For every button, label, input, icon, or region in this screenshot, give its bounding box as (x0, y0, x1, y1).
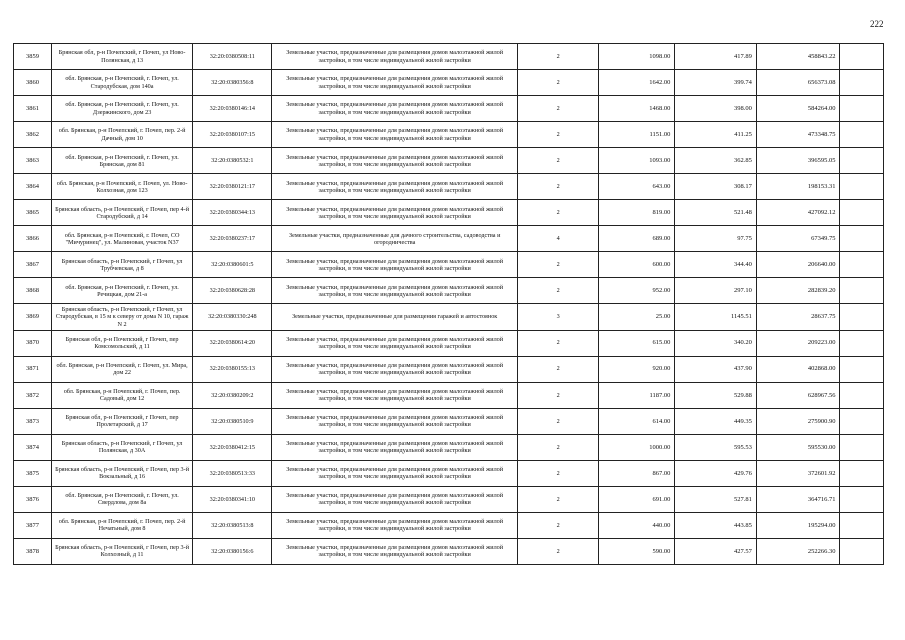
specific-value-cell: 417.89 (675, 44, 756, 70)
empty-cell (840, 174, 884, 200)
cadastral-number-cell: 32:20:0380107:15 (193, 122, 272, 148)
group-cell: 2 (517, 252, 598, 278)
empty-cell (840, 434, 884, 460)
specific-value-cell: 344.40 (675, 252, 756, 278)
land-use-cell: Земельные участки, предназначенные для размещения домов малоэтажной жилой застройки, в том числе индивидуальной жилой застройки (272, 408, 517, 434)
land-use-cell: Земельные участки, предназначенные для размещения домов малоэтажной жилой застройки, в том числе индивидуальной жилой застройки (272, 486, 517, 512)
address-cell: обл. Брянская, р-н Почепский, г. Почеп, ул. Речицкая, дом 21-а (52, 278, 193, 304)
specific-value-cell: 595.53 (675, 434, 756, 460)
area-cell: 920.00 (599, 356, 675, 382)
table-row (14, 200, 884, 226)
land-use-cell: Земельные участки, предназначенные для размещения домов малоэтажной жилой застройки, в том числе индивидуальной жилой застройки (272, 174, 517, 200)
group-cell: 2 (517, 408, 598, 434)
row-number-cell: 3859 (14, 44, 52, 70)
cadastral-number-cell: 32:20:0380614:20 (193, 330, 272, 356)
empty-cell (840, 304, 884, 330)
land-use-cell: Земельные участки, предназначенные для размещения домов малоэтажной жилой застройки, в том числе индивидуальной жилой застройки (272, 460, 517, 486)
table-row (14, 122, 884, 148)
group-cell: 4 (517, 226, 598, 252)
empty-cell (840, 148, 884, 174)
specific-value-cell: 429.76 (675, 460, 756, 486)
area-cell: 440.00 (599, 512, 675, 538)
empty-cell (840, 356, 884, 382)
address-cell: Брянская область, р-н Почепский, г Почеп, пер 3-й Вокзальный, д 16 (52, 460, 193, 486)
specific-value-cell: 529.88 (675, 382, 756, 408)
land-use-cell: Земельные участки, предназначенные для размещения домов малоэтажной жилой застройки, в том числе индивидуальной жилой застройки (272, 382, 517, 408)
land-use-cell: Земельные участки, предназначенные для размещения домов малоэтажной жилой застройки, в том числе индивидуальной жилой застройки (272, 538, 517, 564)
specific-value-cell: 443.85 (675, 512, 756, 538)
empty-cell (840, 44, 884, 70)
specific-value-cell: 308.17 (675, 174, 756, 200)
table-row (14, 278, 884, 304)
cadastral-value-cell: 427092.12 (756, 200, 840, 226)
cadastral-number-cell: 32:20:0380508:11 (193, 44, 272, 70)
cadastral-value-cell: 67349.75 (756, 226, 840, 252)
specific-value-cell: 340.20 (675, 330, 756, 356)
address-cell: Брянская обл, р-н Почепский, г Почеп, ул Ново-Полянская, д 13 (52, 44, 193, 70)
group-cell: 2 (517, 278, 598, 304)
empty-cell (840, 252, 884, 278)
area-cell: 691.00 (599, 486, 675, 512)
table-row (14, 174, 884, 200)
table-row (14, 486, 884, 512)
specific-value-cell: 97.75 (675, 226, 756, 252)
cadastral-number-cell: 32:20:0380344:13 (193, 200, 272, 226)
empty-cell (840, 408, 884, 434)
row-number-cell: 3860 (14, 70, 52, 96)
area-cell: 1093.00 (599, 148, 675, 174)
empty-cell (840, 538, 884, 564)
empty-cell (840, 200, 884, 226)
land-use-cell: Земельные участки, предназначенные для размещения домов малоэтажной жилой застройки, в том числе индивидуальной жилой застройки (272, 200, 517, 226)
cadastral-number-cell: 32:20:0380601:5 (193, 252, 272, 278)
area-cell: 1098.00 (599, 44, 675, 70)
table-row (14, 96, 884, 122)
group-cell: 2 (517, 200, 598, 226)
cadastral-value-table (13, 43, 884, 565)
address-cell: обл. Брянская, р-н Почепский, г. Почеп, пер. Садовый, дом 12 (52, 382, 193, 408)
cadastral-number-cell: 32:20:0380237:17 (193, 226, 272, 252)
land-use-cell: Земельные участки, предназначенные для дачного строительства, садоводства и огородничества (272, 226, 517, 252)
row-number-cell: 3875 (14, 460, 52, 486)
cadastral-value-cell: 252266.30 (756, 538, 840, 564)
empty-cell (840, 330, 884, 356)
address-cell: обл. Брянская, р-н Почепский, г. Почеп, ул. Брянская, дом 81 (52, 148, 193, 174)
address-cell: обл. Брянская, р-н Почепский, г. Почеп, ул. Свердлова, дом 8а (52, 486, 193, 512)
cadastral-value-cell: 628967.56 (756, 382, 840, 408)
row-number-cell: 3874 (14, 434, 52, 460)
row-number-cell: 3876 (14, 486, 52, 512)
specific-value-cell: 411.25 (675, 122, 756, 148)
row-number-cell: 3877 (14, 512, 52, 538)
land-use-cell: Земельные участки, предназначенные для размещения домов малоэтажной жилой застройки, в том числе индивидуальной жилой застройки (272, 122, 517, 148)
cadastral-value-cell: 473348.75 (756, 122, 840, 148)
address-cell: обл. Брянская, р-н Почепский, г. Почеп, СО "Мичуринец", ул. Малиновая, участок N37 (52, 226, 193, 252)
specific-value-cell: 449.35 (675, 408, 756, 434)
area-cell: 1468.00 (599, 96, 675, 122)
table-row (14, 382, 884, 408)
cadastral-number-cell: 32:20:0380513:8 (193, 512, 272, 538)
table-row (14, 70, 884, 96)
address-cell: Брянская обл, р-н Почепский, г Почеп, пер Комсомольский, д 11 (52, 330, 193, 356)
cadastral-value-cell: 584264.00 (756, 96, 840, 122)
cadastral-number-cell: 32:20:0380209:2 (193, 382, 272, 408)
cadastral-number-cell: 32:20:0380156:6 (193, 538, 272, 564)
group-cell: 2 (517, 382, 598, 408)
row-number-cell: 3870 (14, 330, 52, 356)
row-number-cell: 3872 (14, 382, 52, 408)
empty-cell (840, 278, 884, 304)
row-number-cell: 3864 (14, 174, 52, 200)
area-cell: 1151.00 (599, 122, 675, 148)
address-cell: обл. Брянская, р-н Почепский, г. Почеп, ул. Ново-Колхозная, дом 123 (52, 174, 193, 200)
land-use-cell: Земельные участки, предназначенные для размещения домов малоэтажной жилой застройки, в том числе индивидуальной жилой застройки (272, 96, 517, 122)
area-cell: 1000.00 (599, 434, 675, 460)
group-cell: 2 (517, 538, 598, 564)
table-row (14, 330, 884, 356)
address-cell: обл. Брянская, р-н Почепский, г. Почеп, ул. Мира, дом 22 (52, 356, 193, 382)
empty-cell (840, 460, 884, 486)
cadastral-value-cell: 396595.05 (756, 148, 840, 174)
land-use-cell: Земельные участки, предназначенные для размещения домов малоэтажной жилой застройки, в том числе индивидуальной жилой застройки (272, 148, 517, 174)
row-number-cell: 3873 (14, 408, 52, 434)
cadastral-number-cell: 32:20:0380356:8 (193, 70, 272, 96)
area-cell: 1642.00 (599, 70, 675, 96)
cadastral-number-cell: 32:20:0380330:248 (193, 304, 272, 330)
cadastral-value-cell: 195294.00 (756, 512, 840, 538)
land-use-cell: Земельные участки, предназначенные для размещения домов малоэтажной жилой застройки, в том числе индивидуальной жилой застройки (272, 330, 517, 356)
table-row (14, 538, 884, 564)
table-row (14, 252, 884, 278)
row-number-cell: 3869 (14, 304, 52, 330)
cadastral-number-cell: 32:20:0380532:1 (193, 148, 272, 174)
cadastral-value-cell: 402868.00 (756, 356, 840, 382)
area-cell: 25.00 (599, 304, 675, 330)
group-cell: 2 (517, 356, 598, 382)
cadastral-number-cell: 32:20:0380628:28 (193, 278, 272, 304)
row-number-cell: 3866 (14, 226, 52, 252)
address-cell: Брянская область, р-н Почепский, г Почеп, пер 4-й Стародубский, д 14 (52, 200, 193, 226)
address-cell: обл. Брянская, р-н Почепский, г. Почеп, пер. 2-й Дачный, дом 10 (52, 122, 193, 148)
table-row (14, 148, 884, 174)
area-cell: 614.00 (599, 408, 675, 434)
empty-cell (840, 96, 884, 122)
land-use-cell: Земельные участки, предназначенные для размещения домов малоэтажной жилой застройки, в том числе индивидуальной жилой застройки (272, 356, 517, 382)
address-cell: Брянская область, р-н Почепский, г Почеп, ул Стародубская, в 15 м к северу от дома N 10, гараж N 2 (52, 304, 193, 330)
group-cell: 2 (517, 148, 598, 174)
table-row (14, 408, 884, 434)
table-row (14, 434, 884, 460)
page-number: 222 (870, 19, 884, 29)
land-use-cell: Земельные участки, предназначенные для размещения домов малоэтажной жилой застройки, в том числе индивидуальной жилой застройки (272, 70, 517, 96)
address-cell: Брянская область, р-н Почепский, г Почеп, ул Трубчевская, д 8 (52, 252, 193, 278)
empty-cell (840, 122, 884, 148)
area-cell: 867.00 (599, 460, 675, 486)
cadastral-value-cell: 198153.31 (756, 174, 840, 200)
address-cell: обл. Брянская, р-н Почепский, г. Почеп, ул. Стародубская, дом 140а (52, 70, 193, 96)
specific-value-cell: 527.81 (675, 486, 756, 512)
table-row (14, 44, 884, 70)
land-use-cell: Земельные участки, предназначенные для размещения домов малоэтажной жилой застройки, в том числе индивидуальной жилой застройки (272, 278, 517, 304)
table-body (14, 44, 884, 565)
table-row (14, 226, 884, 252)
specific-value-cell: 398.00 (675, 96, 756, 122)
area-cell: 819.00 (599, 200, 675, 226)
cadastral-number-cell: 32:20:0380155:13 (193, 356, 272, 382)
specific-value-cell: 427.57 (675, 538, 756, 564)
address-cell: Брянская область, р-н Почепский, г Почеп, пер 3-й Колхозный, д 11 (52, 538, 193, 564)
cadastral-number-cell: 32:20:0380412:15 (193, 434, 272, 460)
specific-value-cell: 437.90 (675, 356, 756, 382)
cadastral-value-cell: 275900.90 (756, 408, 840, 434)
specific-value-cell: 297.10 (675, 278, 756, 304)
row-number-cell: 3871 (14, 356, 52, 382)
cadastral-value-cell: 206640.00 (756, 252, 840, 278)
empty-cell (840, 486, 884, 512)
cadastral-number-cell: 32:20:0380121:17 (193, 174, 272, 200)
cadastral-number-cell: 32:20:0380146:14 (193, 96, 272, 122)
cadastral-value-cell: 209223.00 (756, 330, 840, 356)
group-cell: 2 (517, 44, 598, 70)
land-use-cell: Земельные участки, предназначенные для размещения домов малоэтажной жилой застройки, в том числе индивидуальной жилой застройки (272, 434, 517, 460)
row-number-cell: 3862 (14, 122, 52, 148)
area-cell: 590.00 (599, 538, 675, 564)
cadastral-number-cell: 32:20:0380510:9 (193, 408, 272, 434)
group-cell: 2 (517, 512, 598, 538)
cadastral-value-cell: 282839.20 (756, 278, 840, 304)
group-cell: 2 (517, 96, 598, 122)
table-row (14, 304, 884, 330)
cadastral-value-cell: 458843.22 (756, 44, 840, 70)
group-cell: 2 (517, 174, 598, 200)
cadastral-value-cell: 28637.75 (756, 304, 840, 330)
address-cell: обл. Брянская, р-н Почепский, г. Почеп, пер. 2-й Нечатьный, дом 8 (52, 512, 193, 538)
group-cell: 2 (517, 434, 598, 460)
row-number-cell: 3878 (14, 538, 52, 564)
row-number-cell: 3867 (14, 252, 52, 278)
specific-value-cell: 521.48 (675, 200, 756, 226)
row-number-cell: 3861 (14, 96, 52, 122)
group-cell: 2 (517, 122, 598, 148)
empty-cell (840, 70, 884, 96)
area-cell: 615.00 (599, 330, 675, 356)
empty-cell (840, 226, 884, 252)
cadastral-value-cell: 372601.92 (756, 460, 840, 486)
group-cell: 2 (517, 70, 598, 96)
land-use-cell: Земельные участки, предназначенные для размещения домов малоэтажной жилой застройки, в том числе индивидуальной жилой застройки (272, 512, 517, 538)
area-cell: 952.00 (599, 278, 675, 304)
address-cell: обл. Брянская, р-н Почепский, г. Почеп, ул. Дзержинского, дом 23 (52, 96, 193, 122)
land-use-cell: Земельные участки, предназначенные для размещения домов малоэтажной жилой застройки, в том числе индивидуальной жилой застройки (272, 44, 517, 70)
empty-cell (840, 382, 884, 408)
row-number-cell: 3868 (14, 278, 52, 304)
table-row (14, 356, 884, 382)
empty-cell (840, 512, 884, 538)
table-row (14, 512, 884, 538)
cadastral-value-cell: 364716.71 (756, 486, 840, 512)
cadastral-number-cell: 32:20:0380341:10 (193, 486, 272, 512)
group-cell: 2 (517, 460, 598, 486)
address-cell: Брянская обл, р-н Почепский, г Почеп, пер Пролетарский, д 17 (52, 408, 193, 434)
land-use-cell: Земельные участки, предназначенные для размещения гаражей и автостоянок (272, 304, 517, 330)
group-cell: 2 (517, 330, 598, 356)
address-cell: Брянская область, р-н Почепский, г Почеп, ул Полянская, д 30А (52, 434, 193, 460)
cadastral-value-cell: 656373.08 (756, 70, 840, 96)
row-number-cell: 3865 (14, 200, 52, 226)
cadastral-value-cell: 595530.00 (756, 434, 840, 460)
cadastral-number-cell: 32:20:0380513:33 (193, 460, 272, 486)
specific-value-cell: 362.85 (675, 148, 756, 174)
area-cell: 1187.00 (599, 382, 675, 408)
land-use-cell: Земельные участки, предназначенные для размещения домов малоэтажной жилой застройки, в том числе индивидуальной жилой застройки (272, 252, 517, 278)
area-cell: 600.00 (599, 252, 675, 278)
specific-value-cell: 399.74 (675, 70, 756, 96)
group-cell: 3 (517, 304, 598, 330)
table-row (14, 460, 884, 486)
specific-value-cell: 1145.51 (675, 304, 756, 330)
group-cell: 2 (517, 486, 598, 512)
area-cell: 689.00 (599, 226, 675, 252)
area-cell: 643.00 (599, 174, 675, 200)
row-number-cell: 3863 (14, 148, 52, 174)
